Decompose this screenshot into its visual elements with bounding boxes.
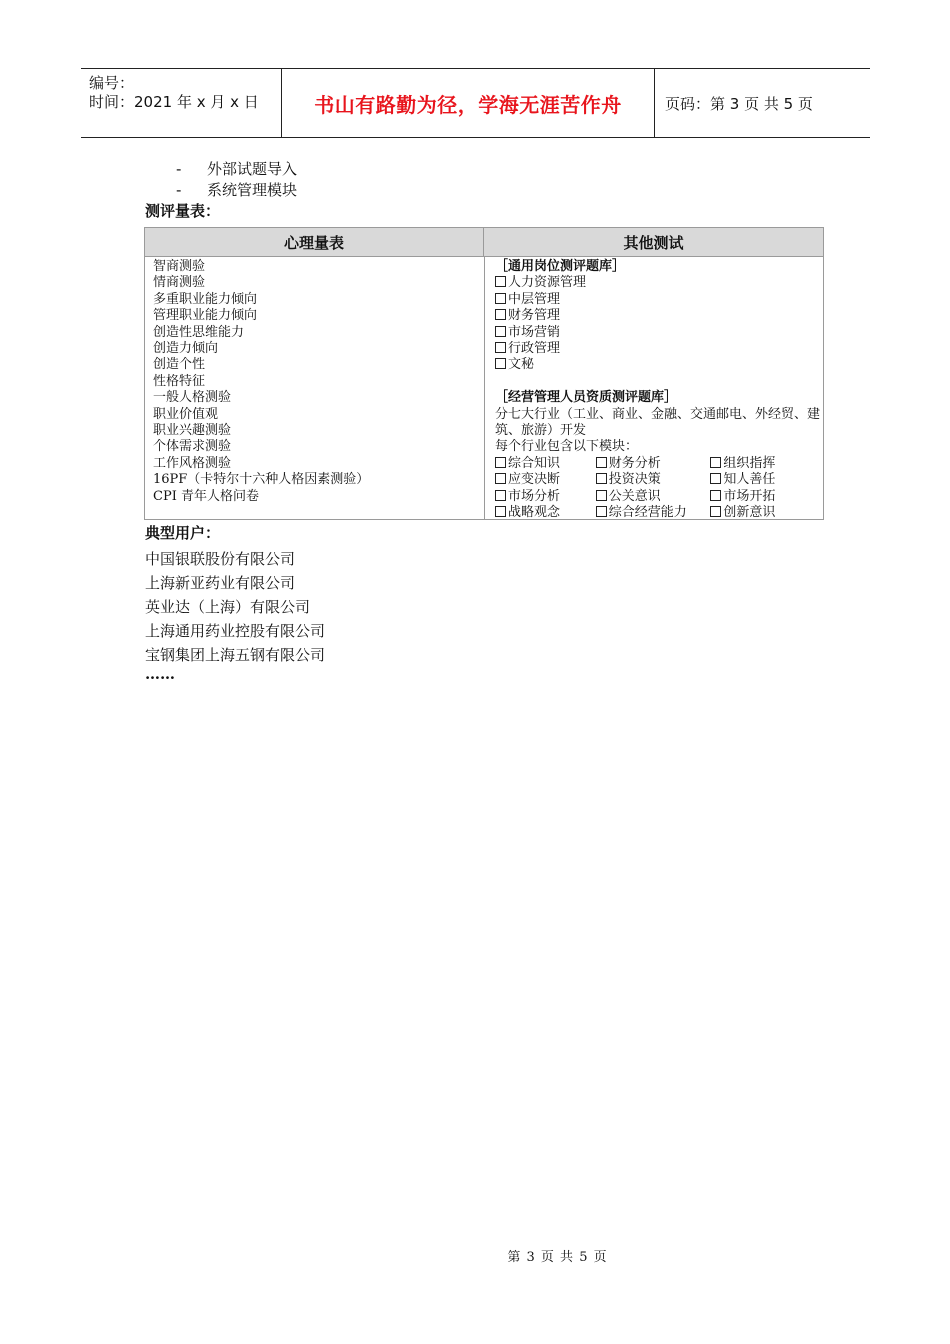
header-meta bbox=[81, 69, 282, 137]
module-row bbox=[495, 456, 820, 472]
module-label: 市场开拓 bbox=[723, 488, 776, 504]
list-item: 创造性思维能力 bbox=[153, 324, 245, 340]
list-item: 职业价值观 bbox=[153, 406, 219, 422]
checkbox-icon bbox=[495, 293, 506, 304]
checkbox-icon bbox=[495, 473, 506, 484]
module-label: 投资决策 bbox=[608, 472, 661, 488]
list-item: 16PF（卡特尔十六种人格因素测验） bbox=[153, 472, 370, 488]
other-tests-list bbox=[495, 259, 820, 521]
checkbox-icon bbox=[596, 473, 607, 484]
module-row bbox=[495, 505, 820, 521]
list-item bbox=[495, 341, 820, 357]
module-item bbox=[495, 505, 596, 521]
manager-bank-title: ［经营管理人员资质测评题库］ bbox=[495, 390, 678, 406]
list-item-label: 市场营销 bbox=[508, 324, 561, 340]
checkbox-icon bbox=[710, 506, 721, 517]
list-item-label: 行政管理 bbox=[508, 341, 561, 357]
list-item: 情商测验 bbox=[153, 275, 206, 291]
list-item-label: 中层管理 bbox=[508, 291, 561, 307]
page-header bbox=[81, 68, 870, 138]
table-header-psych: 心理量表 bbox=[145, 228, 484, 257]
module-label: 综合经营能力 bbox=[608, 505, 687, 521]
list-item-label: 财务管理 bbox=[508, 308, 561, 324]
module-item bbox=[596, 489, 711, 505]
list-item: 职业兴趣测验 bbox=[153, 423, 232, 439]
module-item bbox=[495, 489, 596, 505]
checkbox-icon bbox=[495, 506, 506, 517]
list-item: 上海通用药业控股有限公司 bbox=[145, 622, 326, 640]
bullet-marker: - bbox=[176, 181, 182, 199]
list-item-label: 人力资源管理 bbox=[508, 275, 587, 291]
checkbox-icon bbox=[596, 506, 607, 517]
checkbox-icon bbox=[710, 473, 721, 484]
page-footer: 第 3 页 共 5 页 bbox=[507, 1250, 608, 1265]
module-item bbox=[495, 456, 596, 472]
list-item bbox=[495, 325, 820, 341]
number-label: 编号： bbox=[89, 74, 135, 92]
column-divider bbox=[484, 257, 485, 519]
module-item bbox=[596, 505, 711, 521]
checkbox-icon bbox=[495, 326, 506, 337]
bullet-marker: - bbox=[176, 160, 182, 178]
users-heading: 典型用户： bbox=[145, 524, 221, 542]
table-header-other: 其他测试 bbox=[484, 228, 823, 257]
list-item: 智商测验 bbox=[153, 259, 206, 274]
list-item-label: 文秘 bbox=[508, 357, 535, 373]
spacer bbox=[495, 374, 820, 390]
list-item: 中国银联股份有限公司 bbox=[145, 550, 296, 568]
module-row bbox=[495, 489, 820, 505]
list-item bbox=[495, 308, 820, 324]
list-item: 管理职业能力倾向 bbox=[153, 308, 258, 324]
checkbox-icon bbox=[495, 358, 506, 369]
ellipsis: …… bbox=[145, 665, 175, 683]
list-item: 创造个性 bbox=[153, 357, 206, 373]
module-label: 创新意识 bbox=[723, 505, 776, 521]
module-row bbox=[495, 472, 820, 488]
list-item bbox=[495, 275, 820, 291]
bullet-item bbox=[176, 179, 297, 200]
module-label: 市场分析 bbox=[508, 488, 561, 504]
checkbox-icon bbox=[495, 457, 506, 468]
module-item bbox=[710, 489, 820, 505]
list-item bbox=[495, 292, 820, 308]
module-label: 综合知识 bbox=[508, 455, 561, 471]
module-label: 应变决断 bbox=[508, 472, 561, 488]
checkbox-icon bbox=[710, 457, 721, 468]
checkbox-icon bbox=[495, 490, 506, 501]
list-item bbox=[495, 357, 820, 373]
bullet-text: 系统管理模块 bbox=[207, 181, 298, 199]
module-item bbox=[596, 456, 711, 472]
bullet-item bbox=[176, 158, 297, 179]
list-item: 一般人格测验 bbox=[153, 390, 232, 406]
module-label: 财务分析 bbox=[608, 455, 661, 471]
header-motto: 书山有路勤为径，学海无涯苦作舟 bbox=[282, 69, 655, 137]
list-item: 性格特征 bbox=[153, 373, 206, 389]
module-item bbox=[710, 456, 820, 472]
checkbox-icon bbox=[495, 276, 506, 287]
checkbox-icon bbox=[495, 309, 506, 320]
module-item bbox=[710, 505, 820, 521]
list-item: 宝钢集团上海五钢有限公司 bbox=[145, 646, 326, 664]
assessment-heading: 测评量表： bbox=[145, 202, 221, 220]
users-list bbox=[145, 547, 325, 667]
module-item bbox=[710, 472, 820, 488]
module-label: 战略观念 bbox=[508, 505, 561, 521]
bullet-text: 外部试题导入 bbox=[207, 160, 298, 178]
checkbox-icon bbox=[710, 490, 721, 501]
psych-scale-list bbox=[153, 259, 369, 505]
list-item: 多重职业能力倾向 bbox=[153, 291, 258, 307]
assessment-table bbox=[144, 227, 824, 520]
module-label: 知人善任 bbox=[723, 472, 776, 488]
list-item: CPI 青年人格问卷 bbox=[153, 488, 259, 504]
checkbox-icon bbox=[495, 342, 506, 353]
time-label: 时间：2021 年 x 月 x 日 bbox=[89, 93, 259, 111]
module-item bbox=[495, 472, 596, 488]
general-bank-title: ［通用岗位测评题库］ bbox=[495, 259, 626, 274]
header-page-info: 页码：第 3 页 共 5 页 bbox=[665, 94, 813, 113]
list-item: 上海新亚药业有限公司 bbox=[145, 574, 296, 592]
list-item: 工作风格测验 bbox=[153, 455, 232, 471]
manager-bank-intro: 每个行业包含以下模块： bbox=[495, 439, 639, 455]
module-label: 组织指挥 bbox=[723, 455, 776, 471]
module-label: 公关意识 bbox=[608, 488, 661, 504]
list-item: 创造力倾向 bbox=[153, 341, 219, 357]
list-item: 英业达（上海）有限公司 bbox=[145, 598, 311, 616]
checkbox-icon bbox=[596, 490, 607, 501]
module-item bbox=[596, 472, 711, 488]
checkbox-icon bbox=[596, 457, 607, 468]
list-item: 个体需求测验 bbox=[153, 439, 232, 455]
manager-bank-desc: 分七大行业（工业、商业、金融、交通邮电、外经贸、建筑、旅游）开发 bbox=[495, 406, 821, 439]
